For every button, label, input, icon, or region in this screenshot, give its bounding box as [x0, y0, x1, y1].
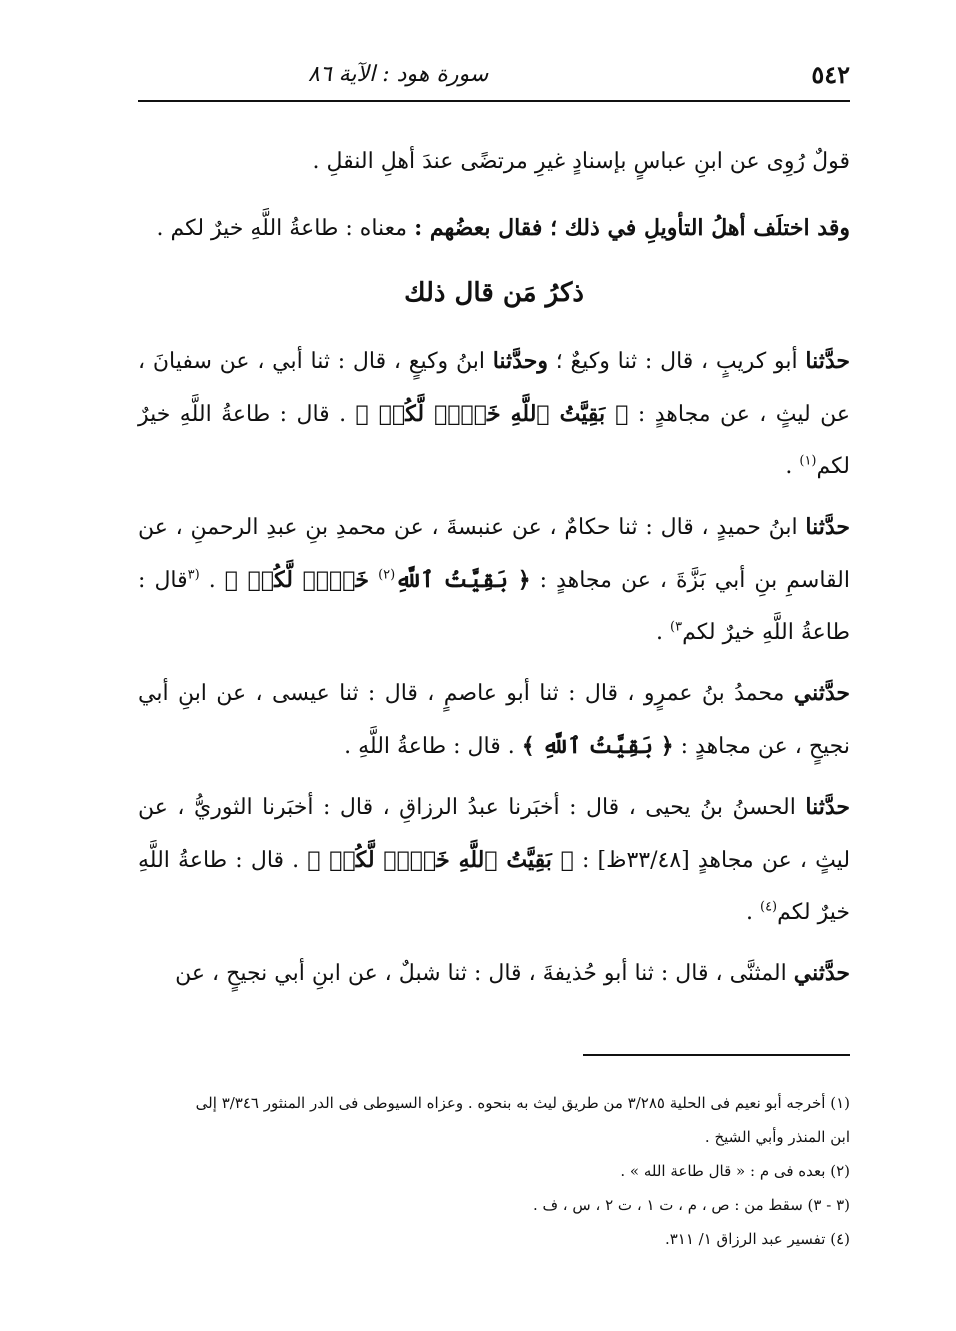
paragraph-7 [138, 947, 850, 1000]
quran-quote: ﴿ بَقِيَّتُ ٱللَّهِ خَيۡرٞ لَّكُمۡ ﴾ [355, 401, 629, 427]
isnad-text: ابنُ وكيعٍ ، قال : ثنا أبي ، عن سفيانَ ، عن ليثٍ ، عن مجاهدٍ : [138, 349, 851, 427]
isnad-text: . [208, 568, 216, 593]
footnote-4: (٤) تفسير عبد الرزاق ١/ ٣١١. [664, 1230, 850, 1248]
paragraph-3 [138, 335, 850, 493]
paragraph-2-bold: وقد اختلَف أهلُ التأويلِ في ذلك ؛ فقال بعضُهم : [414, 215, 850, 241]
isnad-text: المثنَّى ، قال : ثنا أبو حُذيفةَ ، قال : ثنا شبلٌ ، عن ابنِ أبي نجيحٍ ، عن [175, 961, 787, 986]
isnad-lead: حدَّثني [793, 680, 850, 706]
isnad-lead: وحدَّثنا [492, 348, 548, 374]
page-number: ٥٤٢ [811, 59, 850, 89]
footnote-1-continued: ابن المنذر وأبي الشيخ . [704, 1128, 850, 1146]
isnad-text: قال : طاعةُ اللَّهِ خيرٌ لكم [138, 568, 850, 645]
isnad-text: . قال : طاعةُ اللَّهِ . [344, 734, 515, 759]
isnad-text: . [745, 900, 753, 925]
quran-quote: ﴿ بَقِيَّتُ ٱللَّهِ [395, 567, 531, 593]
footnote-ref: (١) [799, 453, 817, 469]
isnad-text: محمدُ بنُ عمرٍو ، قال : ثنا أبو عاصمٍ ، قال : ثنا عيسى ، عن ابنِ أبي نجيحٍ ، عن مجاهدٍ : [138, 681, 850, 759]
footnote-3: (٣ - ٣) سقط من : ص ، م ، ت ١ ، ت ٢ ، س ، ف . [532, 1196, 850, 1214]
paragraph-5 [138, 667, 850, 773]
paragraph-1 [138, 136, 850, 188]
footnote-rule [583, 1054, 850, 1056]
footnote-ref: ٣) [670, 619, 683, 635]
isnad-text: . [785, 454, 793, 479]
paragraph-2 [138, 202, 850, 255]
footnote-ref: (٤) [759, 899, 778, 915]
quran-quote: خَيۡرٞ لَّكُمۡ ﴾ [224, 567, 370, 593]
footnote-1: (١) أخرجه أبو نعيم فى الحلية ٣/٢٨٥ من طريق ليث به بنحوه . وعزاه السيوطى فى الدر المنثور ٣/٣٤٦ إلى [195, 1094, 850, 1112]
isnad-lead: حدَّثنا [805, 794, 851, 820]
footnote-2: (٢) بعده فى م : « قال طاعة الله » . [620, 1162, 850, 1180]
header-rule [138, 100, 850, 102]
footnotes [138, 1086, 850, 1256]
isnad-text: الحسنُ بنُ يحيى ، قال : أخبَرنا عبدُ الرزاقِ ، قال : أخبَرنا الثوريُّ ، عن ليثٍ ، عن مجاهدٍ [٣٣/٤٨ظ] : [138, 795, 851, 873]
footnote-ref: (٣ [187, 567, 200, 583]
footnote-ref: (٢) [378, 567, 396, 583]
paragraph-2-text: معناه : طاعةُ اللَّهِ خيرٌ لكم . [156, 216, 408, 241]
page-header [138, 54, 850, 94]
main-text [138, 136, 850, 1008]
isnad-text: . قال : طاعةُ اللَّهِ خيرٌ لكم [138, 402, 850, 479]
isnad-text: أبو كريبٍ ، قال : ثنا وكيعٌ ؛ [555, 349, 798, 374]
isnad-lead: حدَّثنا [805, 348, 850, 374]
isnad-text: . قال : طاعةُ اللَّهِ خيرٌ لكم [138, 848, 850, 925]
quran-quote: ﴿ بَقِيَّتُ ٱللَّهِ ﴾ [521, 733, 674, 759]
paragraph-6 [138, 781, 850, 939]
isnad-lead: حدَّثني [793, 960, 850, 986]
paragraph-1-text: قولٌ رُوِى عن ابنِ عباسٍ بإسنادٍ غيرِ مرتضًى عندَ أهلِ النقلِ . [312, 149, 850, 174]
isnad-text: ابنُ حميدٍ ، قال : ثنا حكامٌ ، عن عنبسةَ ، عن محمدِ بنِ عبدِ الرحمنِ ، عن القاسمِ بنِ أبي بَزَّةَ ، عن مجاهدٍ : [138, 515, 850, 593]
section-heading: ذكرُ مَن قال ذلك [404, 278, 584, 308]
running-head: سورة هود : الآية ٨٦ [308, 61, 489, 87]
quran-quote: ﴿ بَقِيَّتُ ٱللَّهِ خَيۡرٞ لَّكُمۡ ﴾ [307, 847, 574, 873]
isnad-lead: حدَّثنا [805, 514, 850, 540]
paragraph-4 [138, 501, 850, 659]
isnad-text: . [656, 620, 664, 645]
